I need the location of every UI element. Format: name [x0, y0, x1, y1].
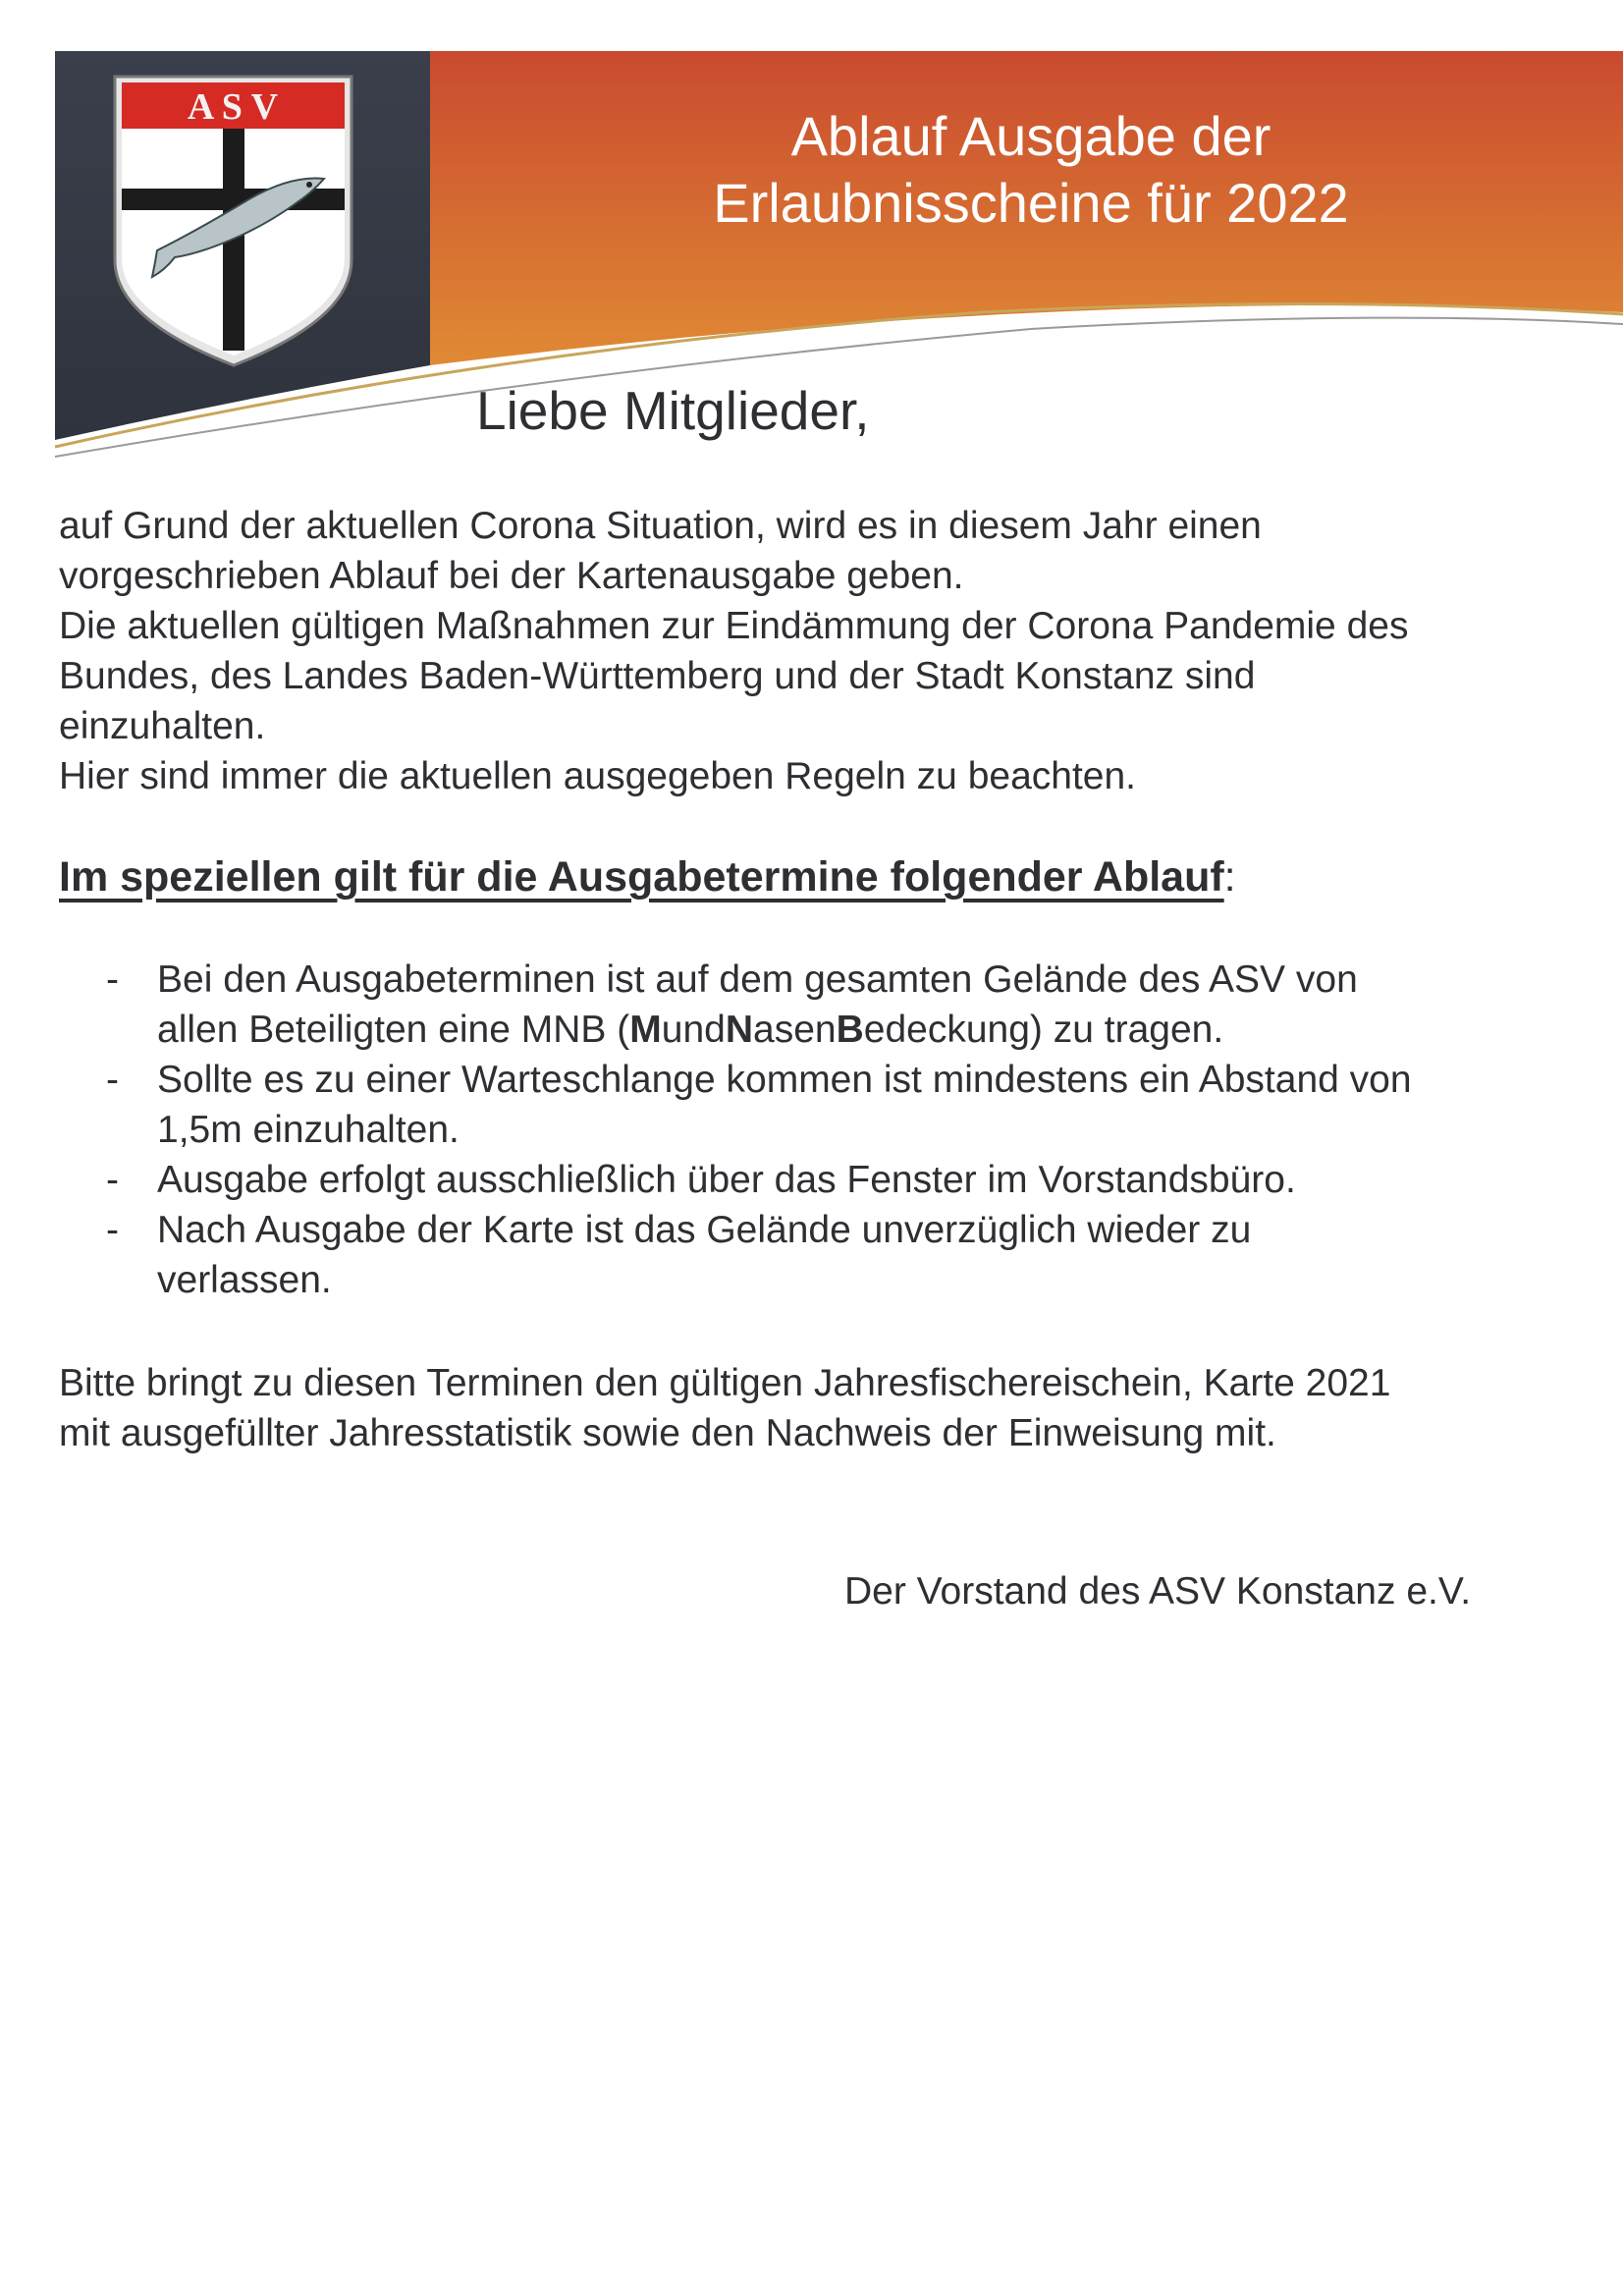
rule-line: 1,5m einzuhalten. [157, 1109, 460, 1151]
rule-text: und [661, 1009, 726, 1051]
intro-line: auf Grund der aktuellen Corona Situation, wird es in diesem Jahr einen [59, 505, 1262, 547]
list-bullet: - [106, 1209, 119, 1251]
rule-line [157, 1005, 1600, 1055]
rule-text: allen Beteiligten eine MNB ( [157, 1009, 630, 1051]
intro-line: Bundes, des Landes Baden-Württemberg und der Stadt Konstanz sind [59, 655, 1256, 697]
rule-line: verlassen. [157, 1259, 332, 1301]
signature: Der Vorstand des ASV Konstanz e.V. [844, 1570, 1472, 1613]
rule-line: Sollte es zu einer Warteschlange kommen ist mindestens ein Abstand von [157, 1059, 1412, 1101]
title-line-2: Erlaubnisscheine für 2022 [713, 172, 1349, 234]
list-item [59, 1155, 1600, 1205]
list-item [59, 955, 1600, 1055]
list-bullet: - [106, 1059, 119, 1101]
section-heading-colon: : [1223, 853, 1236, 901]
list-bullet: - [106, 1159, 119, 1201]
rules-list [59, 955, 1600, 1305]
closing-paragraph [59, 1358, 1600, 1458]
asv-shield-logo [115, 77, 352, 365]
greeting: Liebe Mitglieder, [476, 380, 870, 441]
intro-line: vorgeschrieben Ablauf bei der Kartenausgabe geben. [59, 555, 964, 597]
intro-line: Die aktuellen gültigen Maßnahmen zur Eindämmung der Corona Pandemie des [59, 605, 1409, 647]
rule-text: ) zu tragen. [1029, 1009, 1224, 1051]
acronym-letter: M [629, 1009, 662, 1051]
rule-text: asen [753, 1009, 837, 1051]
section-heading [59, 850, 1236, 903]
intro-line: einzuhalten. [59, 705, 266, 747]
logo-lettering: A S V [187, 86, 279, 128]
page-title [589, 103, 1473, 237]
rule-line: Ausgabe erfolgt ausschließlich über das Fenster im Vorstandsbüro. [157, 1159, 1296, 1201]
section-heading-text: Im speziellen gilt für die Ausgabetermine folgender Ablauf [59, 853, 1224, 901]
acronym-letter: B [836, 1009, 864, 1051]
title-line-1: Ablauf Ausgabe der [790, 105, 1271, 167]
rule-text: edeckung [863, 1009, 1030, 1051]
closing-line: Bitte bringt zu diesen Terminen den gültigen Jahresfischereischein, Karte 2021 [59, 1362, 1391, 1404]
list-item [59, 1205, 1600, 1305]
rule-line: Bei den Ausgabeterminen ist auf dem gesamten Gelände des ASV von [157, 958, 1358, 1001]
list-item [59, 1055, 1600, 1155]
acronym-letter: N [725, 1009, 754, 1051]
closing-line: mit ausgefüllter Jahresstatistik sowie den Nachweis der Einweisung mit. [59, 1412, 1276, 1454]
list-bullet: - [106, 958, 119, 1001]
rule-line: Nach Ausgabe der Karte ist das Gelände unverzüglich wieder zu [157, 1209, 1252, 1251]
intro-line: Hier sind immer die aktuellen ausgegeben Regeln zu beachten. [59, 755, 1137, 797]
intro-paragraph [59, 501, 1600, 801]
